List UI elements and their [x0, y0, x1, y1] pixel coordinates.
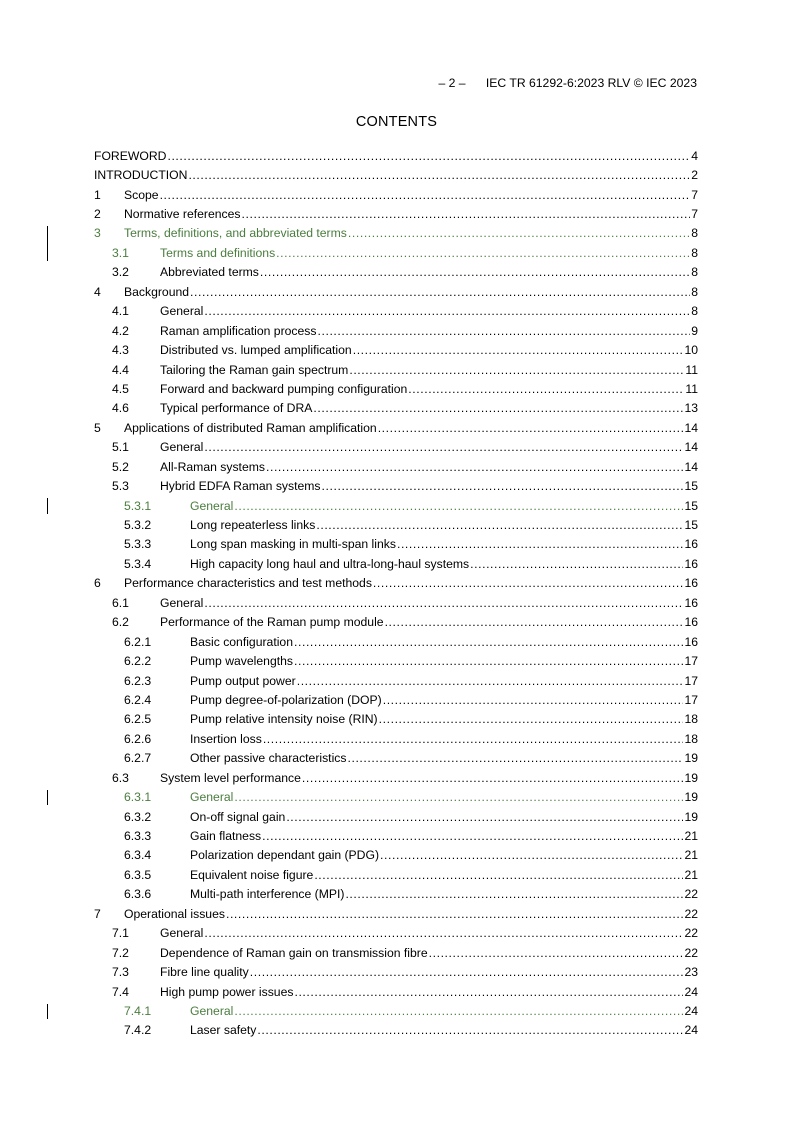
dot-leader — [276, 246, 690, 260]
dot-leader — [160, 188, 691, 202]
toc-entry-number: 3.1 — [112, 245, 129, 260]
toc-entry[interactable] — [94, 826, 698, 845]
toc-entry-page: 11 — [685, 362, 698, 377]
toc-entry[interactable] — [94, 302, 698, 321]
dot-leader — [286, 810, 683, 824]
toc-entry-page: 21 — [684, 829, 698, 844]
toc-entry-number: 6.3.5 — [124, 867, 152, 882]
toc-entry-number: 4.3 — [112, 343, 129, 358]
toc-entry-title: Terms and definitions — [160, 245, 276, 260]
toc-entry[interactable] — [94, 165, 698, 184]
toc-entry-number: 5 — [94, 420, 101, 435]
toc-entry-page: 22 — [684, 945, 698, 960]
toc-entry-title: FOREWORD — [94, 148, 167, 163]
toc-entry-title: Hybrid EDFA Raman systems — [160, 479, 321, 494]
toc-entry[interactable] — [94, 885, 698, 904]
toc-entry-number: 7.4 — [112, 984, 129, 999]
toc-entry-number: 7.4.1 — [124, 1003, 152, 1018]
running-header — [438, 76, 697, 90]
toc-entry-number: 6.2 — [112, 615, 129, 630]
change-bar — [47, 790, 48, 805]
toc-entry-page: 18 — [684, 731, 698, 746]
dot-leader — [204, 440, 683, 454]
toc-entry[interactable] — [94, 263, 698, 282]
toc-entry-title: Abbreviated terms — [160, 265, 259, 280]
dot-leader — [297, 674, 684, 688]
toc-entry-number: 6.3 — [112, 770, 129, 785]
dot-leader — [234, 499, 683, 513]
toc-entry[interactable] — [94, 904, 698, 923]
toc-entry-number: 1 — [94, 187, 101, 202]
toc-entry-title: General — [160, 304, 204, 319]
dot-leader — [383, 693, 684, 707]
toc-entry-number: 4 — [94, 284, 101, 299]
toc-entry-number: 4.1 — [112, 304, 129, 319]
toc-entry-number: 6.2.3 — [124, 673, 152, 688]
toc-entry[interactable] — [94, 1021, 698, 1040]
toc-entry-title: Performance of the Raman pump module — [160, 615, 384, 630]
toc-entry[interactable] — [94, 982, 698, 1001]
toc-entry[interactable] — [94, 962, 698, 981]
toc-entry-title: General — [190, 1003, 234, 1018]
toc-entry-number: 4.6 — [112, 401, 129, 416]
toc-entry[interactable] — [94, 690, 698, 709]
dot-leader — [429, 946, 684, 960]
toc-entry-title: Long repeaterless links — [190, 518, 316, 533]
toc-entry-title: INTRODUCTION — [94, 168, 188, 183]
toc-entry-page: 21 — [684, 848, 698, 863]
table-of-contents — [94, 146, 698, 1040]
toc-entry-page: 14 — [684, 440, 698, 455]
toc-entry-title: Applications of distributed Raman amplification — [124, 420, 377, 435]
dot-leader — [349, 363, 684, 377]
toc-entry[interactable] — [94, 593, 698, 612]
dot-leader — [167, 149, 690, 163]
toc-entry-number: 6.3.4 — [124, 848, 152, 863]
toc-entry-title: Tailoring the Raman gain spectrum — [160, 362, 349, 377]
toc-entry-number: 4.4 — [112, 362, 129, 377]
toc-entry-number: 5.2 — [112, 459, 129, 474]
toc-entry[interactable] — [94, 632, 698, 651]
change-bar — [47, 1004, 48, 1019]
toc-entry[interactable] — [94, 749, 698, 768]
toc-entry-page: 17 — [684, 654, 698, 669]
dot-leader — [204, 926, 683, 940]
toc-entry-number: 6.2.6 — [124, 731, 152, 746]
dot-leader — [234, 790, 683, 804]
toc-entry-title: Operational issues — [124, 906, 225, 921]
toc-entry-number: 7.1 — [112, 926, 129, 941]
dot-leader — [242, 207, 691, 221]
toc-entry-page: 17 — [684, 692, 698, 707]
toc-entry-page: 7 — [691, 207, 698, 222]
toc-entry-number: 6.2.1 — [124, 634, 152, 649]
toc-entry[interactable] — [94, 496, 698, 515]
toc-entry-title: General — [160, 926, 204, 941]
toc-entry-title: General — [160, 440, 204, 455]
toc-entry[interactable] — [94, 710, 698, 729]
toc-entry[interactable] — [94, 379, 698, 398]
toc-entry-title: Pump wavelengths — [190, 654, 293, 669]
toc-entry-title: Background — [124, 284, 190, 299]
toc-entry[interactable] — [94, 321, 698, 340]
toc-entry-page: 19 — [684, 790, 698, 805]
toc-entry-page: 21 — [684, 867, 698, 882]
dot-leader — [379, 712, 684, 726]
toc-entry-page: 8 — [691, 265, 698, 280]
toc-entry-number: 6.3.6 — [124, 887, 152, 902]
toc-entry-page: 4 — [691, 148, 698, 163]
toc-entry[interactable] — [94, 574, 698, 593]
toc-entry-number: 2 — [94, 207, 101, 222]
toc-entry-number: 7.2 — [112, 945, 129, 960]
dot-leader — [397, 537, 683, 551]
dot-leader — [322, 479, 684, 493]
toc-entry-title: Basic configuration — [190, 634, 293, 649]
toc-entry-page: 15 — [684, 518, 698, 533]
dot-leader — [313, 401, 683, 415]
dot-leader — [190, 285, 690, 299]
toc-entry-number: 5.1 — [112, 440, 129, 455]
toc-entry-page: 16 — [684, 595, 698, 610]
toc-entry-number: 3 — [94, 226, 101, 241]
toc-entry-number: 6.1 — [112, 595, 129, 610]
toc-entry-page: 19 — [684, 751, 698, 766]
toc-entry-number: 6.2.4 — [124, 692, 152, 707]
toc-entry-title: Raman amplification process — [160, 323, 317, 338]
toc-entry-page: 2 — [691, 168, 698, 183]
toc-entry-title: General — [160, 595, 204, 610]
dot-leader — [470, 557, 683, 571]
toc-entry-title: All-Raman systems — [160, 459, 265, 474]
toc-entry-page: 16 — [684, 634, 698, 649]
toc-entry-number: 6.3.1 — [124, 790, 152, 805]
toc-entry-number: 4.2 — [112, 323, 129, 338]
toc-entry-page: 9 — [691, 323, 698, 338]
dot-leader — [257, 1023, 683, 1037]
dot-leader — [380, 848, 683, 862]
toc-entry-title: Polarization dependant gain (PDG) — [190, 848, 380, 863]
dot-leader — [316, 518, 683, 532]
dot-leader — [347, 751, 683, 765]
toc-entry-page: 19 — [684, 809, 698, 824]
change-bar — [47, 245, 48, 260]
dot-leader — [353, 343, 684, 357]
toc-entry-title: Fibre line quality — [160, 965, 249, 980]
toc-entry[interactable] — [94, 729, 698, 748]
toc-entry-number: 6.2.2 — [124, 654, 152, 669]
dot-leader — [302, 771, 684, 785]
toc-entry-number: 4.5 — [112, 381, 129, 396]
toc-entry-title: Terms, definitions, and abbreviated terms — [124, 226, 347, 241]
toc-entry-title: Pump relative intensity noise (RIN) — [190, 712, 378, 727]
toc-entry-number: 6.2.5 — [124, 712, 152, 727]
toc-entry-page: 8 — [691, 226, 698, 241]
toc-entry-title: Normative references — [124, 207, 241, 222]
toc-entry-title: Pump degree-of-polarization (DOP) — [190, 692, 382, 707]
toc-entry-title: Multi-path interference (MPI) — [190, 887, 345, 902]
toc-entry-title: Other passive characteristics — [190, 751, 347, 766]
dot-leader — [250, 965, 684, 979]
toc-entry-number: 5.3.2 — [124, 518, 152, 533]
toc-entry[interactable] — [94, 865, 698, 884]
toc-entry[interactable] — [94, 418, 698, 437]
toc-entry[interactable] — [94, 438, 698, 457]
page-title: CONTENTS — [355, 114, 438, 130]
toc-entry-number: 5.3.3 — [124, 537, 152, 552]
toc-entry-number: 6 — [94, 576, 101, 591]
toc-entry[interactable] — [94, 535, 698, 554]
toc-entry-title: Pump output power — [190, 673, 296, 688]
toc-entry-title: Forward and backward pumping configuration — [160, 381, 408, 396]
toc-entry[interactable] — [94, 399, 698, 418]
toc-entry-page: 11 — [685, 381, 698, 396]
toc-entry-page: 10 — [684, 343, 698, 358]
dot-leader — [294, 635, 683, 649]
toc-entry-title: Distributed vs. lumped amplification — [160, 343, 352, 358]
toc-entry[interactable] — [94, 185, 698, 204]
change-bar — [47, 498, 48, 513]
toc-entry-title: Scope — [124, 187, 159, 202]
toc-entry[interactable] — [94, 515, 698, 534]
toc-entry[interactable] — [94, 924, 698, 943]
toc-entry[interactable] — [94, 554, 698, 573]
toc-entry-page: 17 — [684, 673, 698, 688]
toc-entry-title: Insertion loss — [190, 731, 262, 746]
toc-entry-page: 14 — [684, 420, 698, 435]
toc-entry-number: 6.3.2 — [124, 809, 152, 824]
toc-entry-title: High pump power issues — [160, 984, 294, 999]
toc-entry-number: 7.3 — [112, 965, 129, 980]
toc-entry-page: 22 — [684, 906, 698, 921]
toc-entry-page: 16 — [684, 556, 698, 571]
toc-entry-number: 5.3.1 — [124, 498, 152, 513]
toc-entry-number: 6.3.3 — [124, 829, 152, 844]
toc-entry-page: 24 — [684, 1003, 698, 1018]
dot-leader — [204, 596, 683, 610]
dot-leader — [263, 732, 684, 746]
dot-leader — [294, 985, 683, 999]
dot-leader — [373, 576, 684, 590]
toc-entry-page: 23 — [684, 965, 698, 980]
toc-entry-title: System level performance — [160, 770, 301, 785]
dot-leader — [188, 168, 690, 182]
document-id: IEC TR 61292-6:2023 RLV © IEC 2023 — [485, 76, 697, 90]
toc-entry[interactable] — [94, 1001, 698, 1020]
toc-entry-title: On-off signal gain — [190, 809, 286, 824]
dot-leader — [314, 868, 683, 882]
dot-leader — [345, 887, 683, 901]
dot-leader — [317, 324, 690, 338]
toc-entry-number: 5.3.4 — [124, 556, 152, 571]
toc-entry-title: General — [190, 790, 234, 805]
toc-entry-page: 22 — [684, 887, 698, 902]
page-label: – 2 – — [438, 76, 466, 90]
toc-entry-number: 7 — [94, 906, 101, 921]
toc-entry-page: 13 — [684, 401, 698, 416]
toc-entry[interactable] — [94, 224, 698, 243]
dot-leader — [378, 421, 684, 435]
toc-entry-title: Typical performance of DRA — [160, 401, 313, 416]
toc-entry[interactable] — [94, 476, 698, 495]
dot-leader — [348, 226, 690, 240]
toc-entry-page: 14 — [684, 459, 698, 474]
toc-entry-page: 24 — [684, 1023, 698, 1038]
toc-entry[interactable] — [94, 360, 698, 379]
toc-entry-page: 19 — [684, 770, 698, 785]
toc-entry[interactable] — [94, 787, 698, 806]
toc-entry-page: 16 — [684, 615, 698, 630]
toc-entry-page: 24 — [684, 984, 698, 999]
toc-entry-title: General — [190, 498, 234, 513]
toc-entry[interactable] — [94, 943, 698, 962]
toc-entry-page: 8 — [691, 284, 698, 299]
dot-leader — [408, 382, 684, 396]
toc-entry[interactable] — [94, 671, 698, 690]
toc-entry-page: 7 — [691, 187, 698, 202]
toc-entry-title: Laser safety — [190, 1023, 257, 1038]
toc-entry-page: 18 — [684, 712, 698, 727]
toc-entry-title: Equivalent noise figure — [190, 867, 314, 882]
toc-entry[interactable] — [94, 204, 698, 223]
toc-entry[interactable] — [94, 146, 698, 165]
toc-entry[interactable] — [94, 846, 698, 865]
dot-leader — [294, 654, 683, 668]
toc-entry[interactable] — [94, 282, 698, 301]
toc-entry[interactable] — [94, 243, 698, 262]
dot-leader — [385, 615, 684, 629]
toc-entry-number: 6.2.7 — [124, 751, 152, 766]
toc-entry-page: 8 — [691, 304, 698, 319]
toc-entry[interactable] — [94, 613, 698, 632]
dot-leader — [204, 304, 690, 318]
toc-entry-page: 22 — [684, 926, 698, 941]
toc-entry[interactable] — [94, 651, 698, 670]
toc-entry-number: 7.4.2 — [124, 1023, 152, 1038]
dot-leader — [266, 460, 683, 474]
toc-entry-page: 8 — [691, 245, 698, 260]
toc-entry-title: High capacity long haul and ultra-long-haul systems — [190, 556, 470, 571]
toc-entry-title: Dependence of Raman gain on transmission fibre — [160, 945, 428, 960]
toc-entry-number: 5.3 — [112, 479, 129, 494]
toc-entry-page: 15 — [684, 498, 698, 513]
toc-entry-page: 16 — [684, 537, 698, 552]
dot-leader — [234, 1004, 683, 1018]
toc-entry[interactable] — [94, 340, 698, 359]
toc-entry-page: 15 — [684, 479, 698, 494]
toc-entry-title: Long span masking in multi-span links — [190, 537, 396, 552]
toc-entry[interactable] — [94, 457, 698, 476]
toc-entry[interactable] — [94, 768, 698, 787]
toc-entry-title: Performance characteristics and test methods — [124, 576, 372, 591]
dot-leader — [226, 907, 683, 921]
toc-entry-page: 16 — [684, 576, 698, 591]
dot-leader — [260, 265, 690, 279]
dot-leader — [262, 829, 683, 843]
toc-entry[interactable] — [94, 807, 698, 826]
toc-entry-title: Gain flatness — [190, 829, 262, 844]
toc-entry-number: 3.2 — [112, 265, 129, 280]
